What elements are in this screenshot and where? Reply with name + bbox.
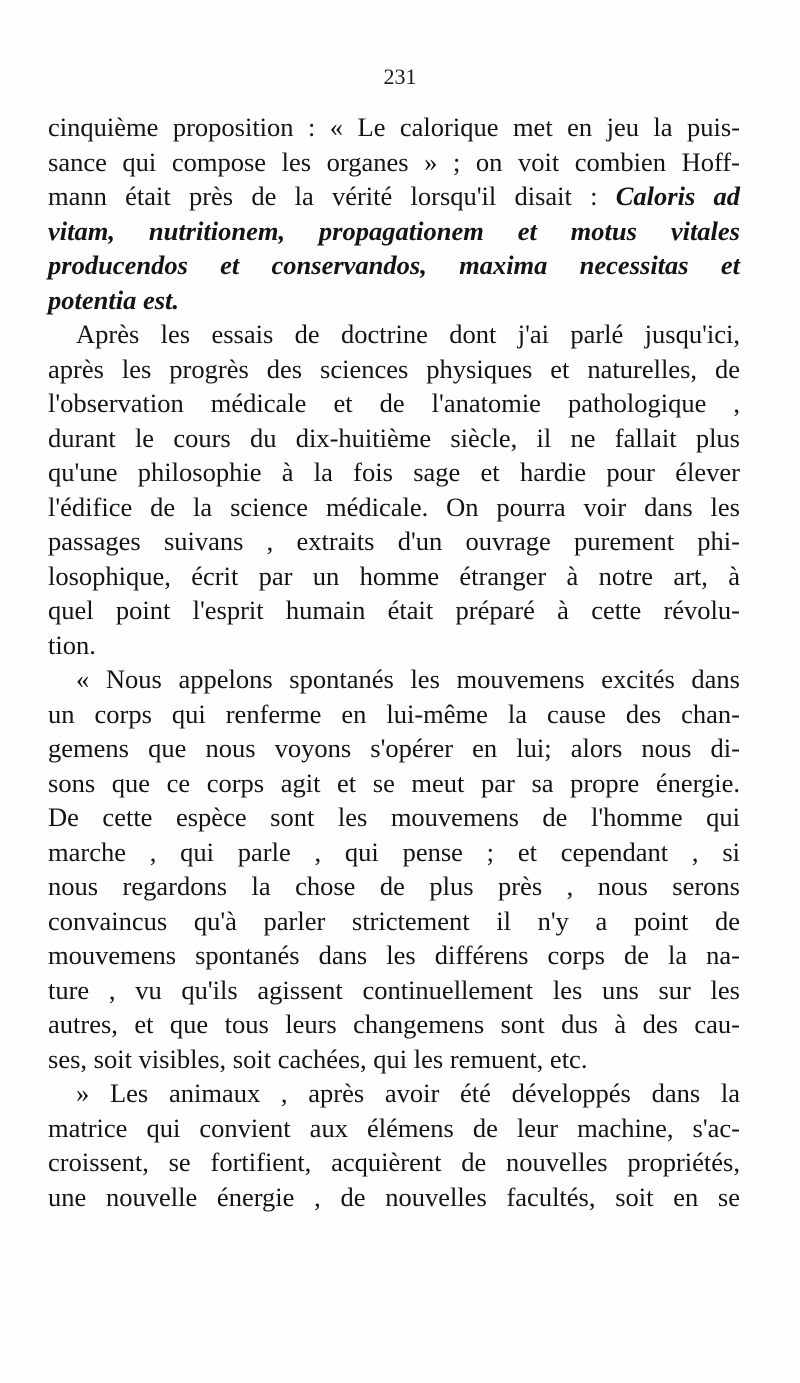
text-segment: mann était près de la vérité lorsqu'il disait :	[48, 181, 616, 211]
text-line: convaincus qu'à parler strictement il n'y a point de	[48, 905, 740, 936]
text-line: sons que ce corps agit et se meut par sa propre énergie.	[48, 767, 740, 798]
text-line: autres, et que tous leurs changemens sont dus à des cau-	[48, 1009, 740, 1039]
text-line: croissent, se fortifient, acquièrent de nouvelles propriétés,	[48, 1147, 740, 1177]
latin-quote: Caloris ad	[615, 181, 740, 211]
text-line: De cette espèce sont les mouvemens de l'homme qui	[48, 802, 740, 832]
text-line: « Nous appelons spontanés les mouvemens excités dans	[76, 664, 740, 694]
latin-quote: vitam, nutritionem, propagationem et motus vitales	[48, 215, 740, 246]
text-line: losophique, écrit par un homme étranger à notre art, à	[48, 560, 740, 591]
text-line: l'observation médicale et de l'anatomie pathologique ,	[48, 388, 740, 418]
text-line: tion.	[48, 629, 96, 660]
text-line: durant le cours du dix-huitième siècle, il ne fallait plus	[48, 422, 740, 453]
text-line: cinquième proposition : « Le calorique met en jeu la puis-	[48, 112, 740, 142]
text-line: matrice qui convient aux élémens de leur machine, s'ac-	[48, 1112, 740, 1143]
text-line: » Les animaux , après avoir été développés dans la	[76, 1078, 740, 1108]
text-line: l'édifice de la science médicale. On pourra voir dans les	[48, 491, 740, 522]
text-line	[48, 179, 740, 214]
text-line: sance qui compose les organes » ; on voit combien Hoff-	[48, 146, 740, 177]
latin-quote: producendos et conservandos, maxima necessitas et	[48, 250, 740, 280]
text-line: nous regardons la chose de plus près , nous serons	[48, 871, 740, 901]
text-line: mouvemens spontanés dans les différens corps de la na-	[48, 940, 740, 970]
text-line: un corps qui renferme en lui-même la cause des chan-	[48, 698, 740, 729]
text-line: Après les essais de doctrine dont j'ai parlé jusqu'ici,	[76, 319, 740, 349]
text-line: quel point l'esprit humain était préparé à cette révolu-	[48, 595, 740, 625]
text-line	[48, 283, 740, 318]
text-line: après les progrès des sciences physiques et naturelles, de	[48, 353, 740, 384]
text-line: qu'une philosophie à la fois sage et hardie pour élever	[48, 457, 740, 487]
text-line: ture , vu qu'ils agissent continuellement les uns sur les	[48, 974, 740, 1005]
text-line	[48, 248, 740, 283]
text-line: passages suivans , extraits d'un ouvrage purement phi-	[48, 526, 740, 556]
latin-quote: potentia est.	[48, 284, 180, 315]
text-line	[48, 214, 740, 249]
body-text	[48, 110, 740, 1214]
text-line: marche , qui parle , qui pense ; et cependant , si	[48, 836, 740, 867]
text-line: ses, soit visibles, soit cachées, qui les remuent, etc.	[48, 1043, 588, 1074]
text-line: une nouvelle énergie , de nouvelles facultés, soit en se	[48, 1181, 740, 1212]
text-line: gemens que nous voyons s'opérer en lui; alors nous di-	[48, 733, 740, 763]
page-number: 231	[383, 64, 417, 89]
